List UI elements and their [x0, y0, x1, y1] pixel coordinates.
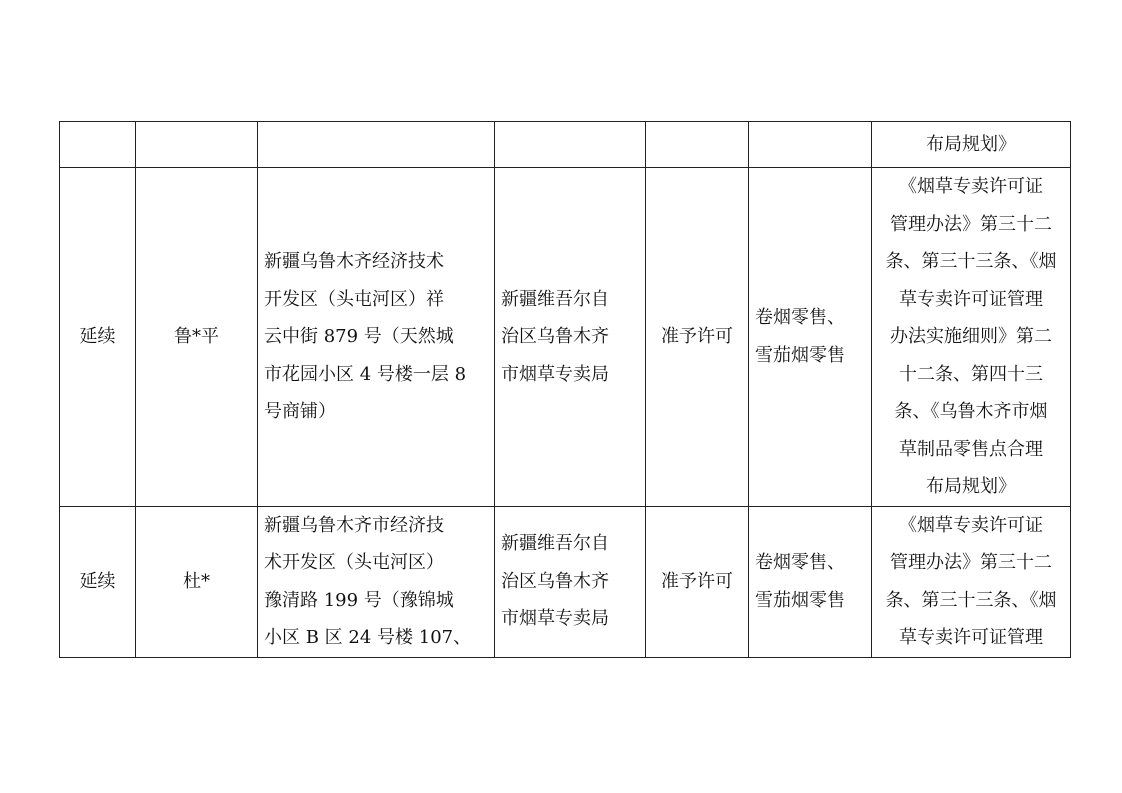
scope-line: 卷烟零售、 [755, 552, 845, 573]
address-line: 豫清路 199 号（豫锦城 [264, 589, 454, 611]
basis-line: 草专卖许可证管理 [899, 288, 1043, 310]
basis-line: 管理办法》第三十二 [890, 552, 1052, 573]
type-cell: 延续 [60, 168, 136, 507]
scope-cell [749, 168, 872, 507]
basis-line: 布局规划》 [926, 476, 1016, 497]
name-cell [136, 122, 258, 168]
authority-cell [495, 122, 646, 168]
type-cell [60, 122, 136, 168]
address-line: 市花园小区 4 号楼一层 8 [264, 363, 467, 385]
basis-line: 管理办法》第三十二 [890, 213, 1052, 235]
basis-line: 草制品零售点合理 [899, 438, 1043, 460]
basis-line: 草专卖许可证管理 [899, 627, 1043, 648]
authority-cell [495, 168, 646, 507]
address-line: 术开发区（头屯河区） [264, 552, 444, 573]
basis-line: 办法实施细则》第二 [890, 326, 1052, 347]
basis-cell [872, 506, 1071, 657]
scope-line: 雪茄烟零售 [755, 344, 845, 366]
scope-cell [749, 506, 872, 657]
type-cell: 延续 [60, 506, 136, 657]
basis-line: 条、第三十三条、《烟 [885, 251, 1057, 272]
basis-line: 条、第三十三条、《烟 [885, 589, 1057, 611]
category-cell: 准予许可 [646, 168, 749, 507]
address-cell [258, 122, 495, 168]
authority-cell [495, 506, 646, 657]
authority-line: 市烟草专卖局 [501, 608, 609, 630]
scope-line: 雪茄烟零售 [755, 589, 845, 611]
basis-line: 《烟草专卖许可证 [899, 176, 1043, 197]
table-row [60, 506, 1071, 657]
name-cell: 鲁*平 [136, 168, 258, 507]
authority-line: 新疆维吾尔自 [501, 533, 609, 555]
address-line: 新疆乌鲁木齐经济技术 [264, 251, 444, 272]
address-line: 开发区（头屯河区）祥 [264, 288, 444, 310]
table-row [60, 122, 1071, 168]
authority-line: 治区乌鲁木齐 [501, 570, 609, 592]
authority-line: 市烟草专卖局 [501, 363, 609, 385]
address-line: 小区 B 区 24 号楼 107、 [264, 627, 472, 648]
authority-line: 治区乌鲁木齐 [501, 326, 609, 347]
basis-cell [872, 168, 1071, 507]
basis-line: 十二条、第四十三 [899, 363, 1043, 385]
category-cell: 准予许可 [646, 506, 749, 657]
scope-cell [749, 122, 872, 168]
name-cell: 杜* [136, 506, 258, 657]
scope-line: 卷烟零售、 [755, 307, 845, 329]
basis-cell [872, 122, 1071, 168]
category-cell [646, 122, 749, 168]
address-line: 云中街 879 号（天然城 [264, 326, 454, 347]
address-cell [258, 506, 495, 657]
license-table [59, 121, 1071, 658]
address-line: 新疆乌鲁木齐市经济技 [264, 514, 444, 536]
basis-line: 《烟草专卖许可证 [899, 514, 1043, 536]
authority-line: 新疆维吾尔自 [501, 288, 609, 310]
basis-line: 布局规划》 [926, 133, 1016, 155]
table-row [60, 168, 1071, 507]
address-line: 号商铺） [264, 401, 336, 422]
address-cell [258, 168, 495, 507]
basis-line: 条、《乌鲁木齐市烟 [894, 401, 1048, 422]
